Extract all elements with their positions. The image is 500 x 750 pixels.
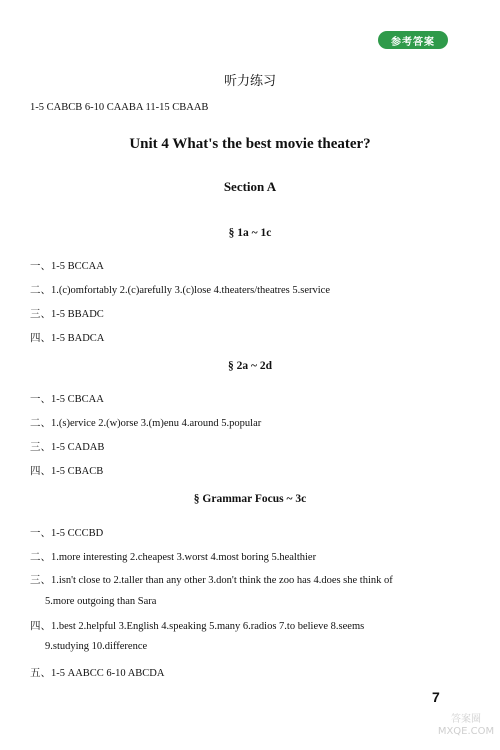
answer-line: 一、1-5 CCCBD [30,528,104,539]
subsection-title-1a-1c: § 1a ~ 1c [228,227,272,239]
unit-title: Unit 4 What's the best movie theater? [129,136,371,152]
page-number: 7 [432,689,440,705]
answer-line: 一、1-5 BCCAA [30,261,104,272]
subsection-title-2a-2d: § 2a ~ 2d [227,360,272,372]
answer-line: 五、1-5 AABCC 6-10 ABCDA [30,668,165,679]
answer-line: 二、1.more interesting 2.cheapest 3.worst 4.most boring 5.healthier [30,552,317,563]
subsection-title-grammar-focus: § Grammar Focus ~ 3c [193,493,307,505]
answer-line: 二、1.(c)omfortably 2.(c)arefully 3.(c)lose 4.theaters/theatres 5.service [30,285,330,296]
answer-line: 一、1-5 CBCAA [30,394,104,405]
listening-answers: 1-5 CABCB 6-10 CAABA 11-15 CBAAB [30,102,209,113]
answer-key-badge: 参考答案 [378,31,448,49]
answer-line: 二、1.(s)ervice 2.(w)orse 3.(m)enu 4.around 5.popular [30,418,262,429]
section-title: Section A [223,179,277,194]
answer-line: 三、1.isn't close to 2.taller than any other 3.don't think the zoo has 4.does she think of [30,575,393,586]
answer-line: 三、1-5 BBADC [30,309,104,320]
answer-line: 5.more outgoing than Sara [45,596,157,607]
answer-line: 四、1-5 CBACB [30,466,104,477]
watermark-line-2: MXQE.COM [437,726,495,737]
answer-line: 四、1.best 2.helpful 3.English 4.speaking 5.many 6.radios 7.to believe 8.seems [30,621,365,632]
watermark-line-1: 答案圈 [451,714,481,725]
answer-line: 9.studying 10.difference [45,641,148,652]
watermark [436,714,496,746]
answer-line: 四、1-5 BADCA [30,333,105,344]
listening-title: 听力练习 [223,74,276,89]
answer-line: 三、1-5 CADAB [30,442,105,453]
